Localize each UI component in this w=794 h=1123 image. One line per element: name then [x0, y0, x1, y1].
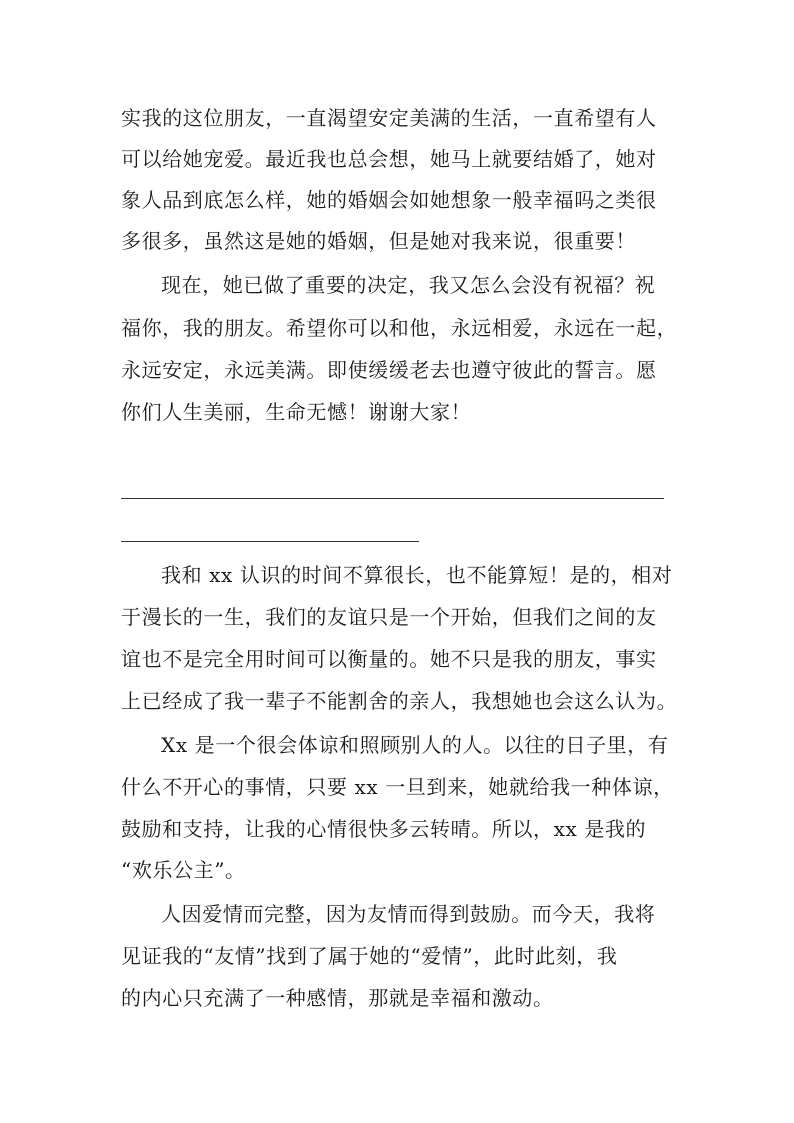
paragraph-1-line-4: 多很多，虽然这是她的婚姻，但是她对我来说，很重要！: [121, 229, 636, 253]
paragraph-1-line-3: 象人品到底怎么样，她的婚姻会如她想象一般幸福吗之类很: [121, 188, 657, 212]
paragraph-2-line-3: 永远安定，永远美满。即使缓缓老去也遵守彼此的誓言。愿: [121, 358, 657, 382]
paragraph-3-line-4: 上已经成了我一辈子不能割舍的亲人，我想她也会这么认为。: [121, 689, 678, 713]
paragraph-2-line-4: 你们人生美丽，生命无憾！谢谢大家！: [121, 400, 472, 424]
paragraph-5-line-3: 的内心只充满了一种感情，那就是幸福和激动。: [121, 986, 554, 1010]
paragraph-3-line-1: 我和 xx 认识的时间不算很长，也不能算短！是的，相对: [161, 563, 673, 587]
paragraph-4-line-1: Xx 是一个很会体谅和照顾别人的人。以往的日子里，有: [161, 733, 669, 757]
paragraph-3-line-2: 于漫长的一生，我们的友谊只是一个开始，但我们之间的友: [121, 605, 657, 629]
paragraph-4-line-3: 鼓励和支持，让我的心情很快多云转晴。所以，xx 是我的: [121, 817, 647, 841]
paragraph-1-line-2: 可以给她宠爱。最近我也总会想，她马上就要结婚了，她对: [121, 147, 657, 171]
paragraph-4-line-4: “欢乐公主”。: [121, 858, 246, 882]
paragraph-5-line-2: 见证我的“友情”找到了属于她的“爱情”，此时此刻，我: [121, 944, 618, 968]
paragraph-1-line-1: 实我的这位朋友，一直渴望安定美满的生活，一直希望有人: [121, 106, 657, 130]
paragraph-3-line-3: 谊也不是完全用时间可以衡量的。她不只是我的朋友，事实: [121, 647, 657, 671]
separator-rule-long: [121, 498, 664, 499]
paragraph-2-line-2: 福你，我的朋友。希望你可以和他，永远相爱，永远在一起，: [121, 316, 678, 340]
paragraph-4-line-2: 什么不开心的事情，只要 xx 一旦到来，她就给我一种体谅，: [121, 775, 674, 799]
paragraph-2-line-1: 现在，她已做了重要的决定，我又怎么会没有祝福？祝: [161, 273, 656, 297]
separator-rule-short: [121, 541, 419, 542]
paragraph-5-line-1: 人因爱情而完整，因为友情而得到鼓励。而今天，我将: [161, 902, 656, 926]
